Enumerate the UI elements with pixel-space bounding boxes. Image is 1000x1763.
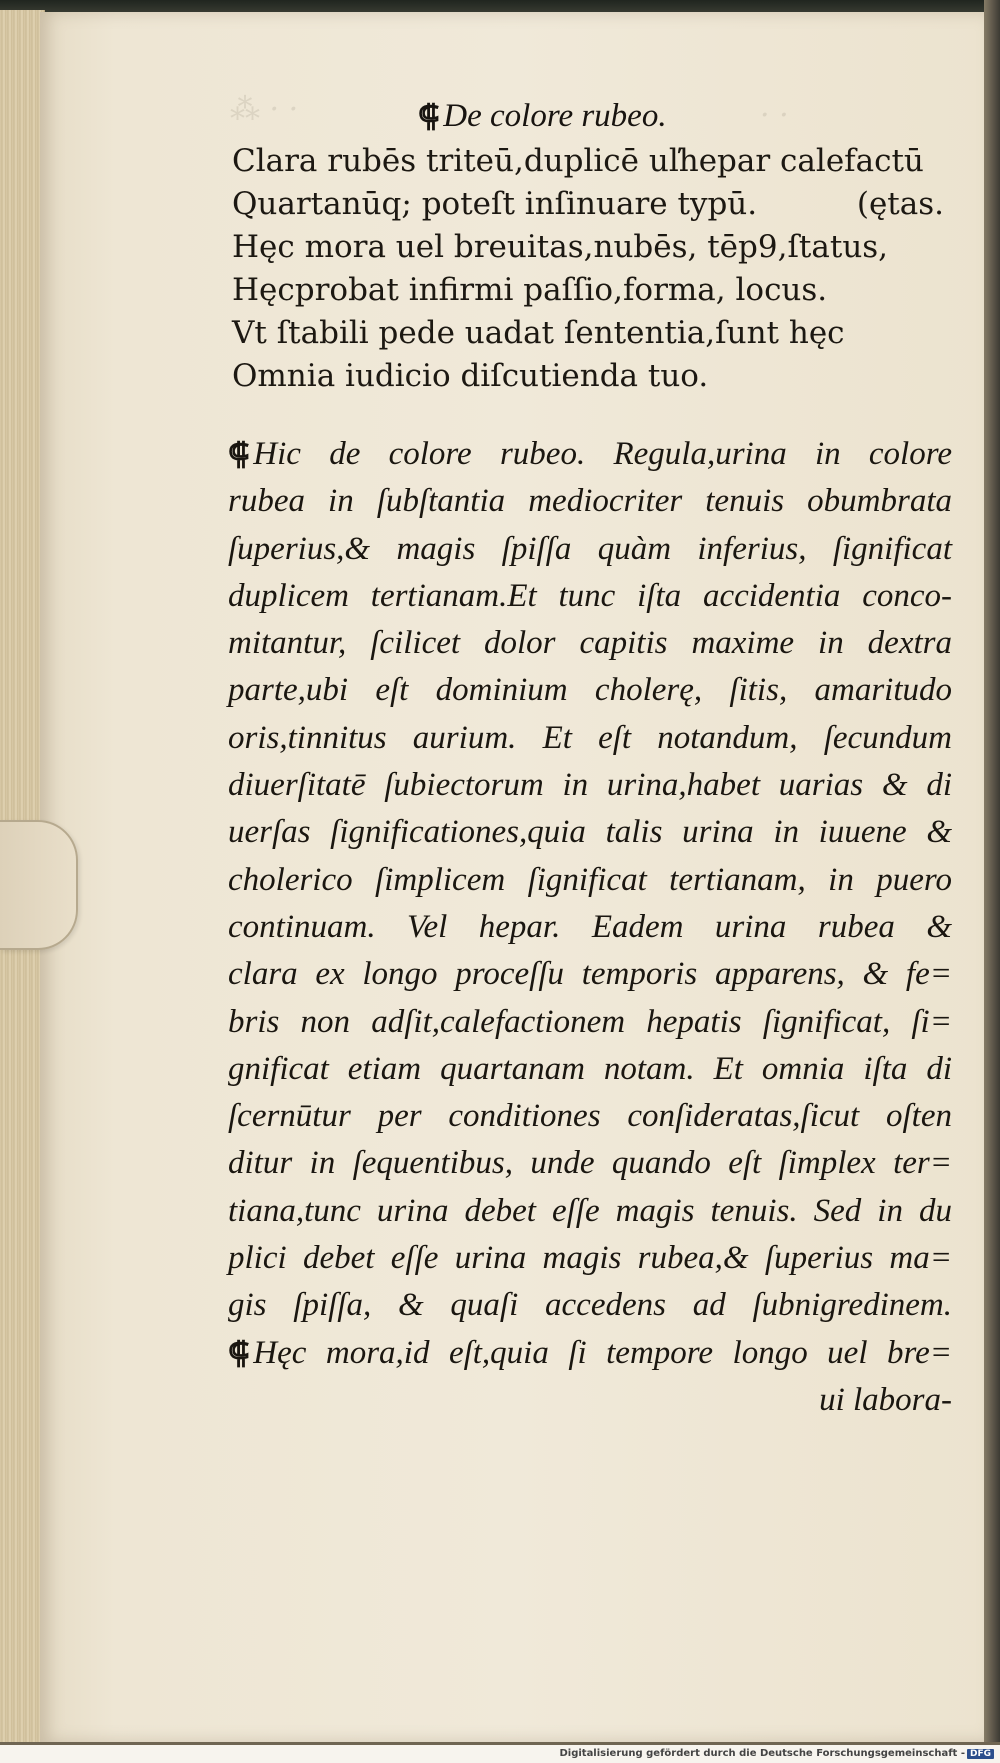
paragraph-mark-icon: ⸿ <box>418 99 440 134</box>
verse-line: Omnia iudicio diſcutienda tuo. <box>232 358 709 394</box>
verse-line: Vt ſtabili pede uadat ſententia,ſunt hęc <box>232 315 845 351</box>
funding-credit <box>559 1748 994 1759</box>
commentary-line: ſuperius,& magis ſpiſſa quàm inferius, ſignificat <box>228 530 952 567</box>
commentary-block <box>228 431 952 1424</box>
paragraph-mark-icon: ⸿ <box>228 437 250 472</box>
verse-overflow-word: (ętas. <box>856 186 944 222</box>
show-through-text: ⁂ · · <box>230 92 299 127</box>
verse-line: Hęcprobat infirmi paſſio,forma, locus. <box>232 272 828 308</box>
commentary-line: plici debet eſſe urina magis rubea,& ſuperius ma= <box>228 1240 952 1277</box>
page-clip-tab <box>0 820 78 950</box>
commentary-line: cholerico ſimplicem ſignificat tertianam, in puero <box>228 861 952 898</box>
commentary-line: bris non adſit,calefactionem hepatis ſignificat, ſi= <box>228 1003 952 1040</box>
commentary-line: gnificat etiam quartanam notam. Et omnia iſta di <box>228 1050 952 1087</box>
verse-line: Hęc mora uel breuitas,nubēs, tēp9,ſtatus, <box>232 229 889 265</box>
commentary-line: ui labora- <box>819 1381 952 1418</box>
commentary-line: continuam. Vel hepar. Eadem urina rubea & <box>228 908 952 945</box>
heading-text: De colore rubeo. <box>443 98 667 134</box>
commentary-line: uerſas ſignificationes,quia talis urina in iuuene & <box>228 814 952 851</box>
commentary-line: clara ex longo proceſſu temporis apparens, & fe= <box>228 956 952 993</box>
commentary-line: rubea in ſubſtantia mediocriter tenuis obumbrata <box>228 483 952 520</box>
dfg-logo: DFG <box>967 1749 994 1759</box>
funding-credit-text: Digitalisierung gefördert durch die Deutsche Forschungsgemeinschaft - <box>559 1748 965 1759</box>
show-through-text-2: · · <box>760 98 789 133</box>
commentary-line: ditur in ſequentibus, unde quando eſt ſimplex ter= <box>228 1145 952 1182</box>
commentary-line: ⸿ Hic de colore rubeo. Regula,urina in colore <box>228 436 952 472</box>
commentary-line: ſcernūtur per conditiones conſideratas,ſicut oſten <box>228 1098 952 1135</box>
commentary-line: tiana,tunc urina debet eſſe magis tenuis. Sed in du <box>228 1192 952 1229</box>
book-edge-right <box>984 0 1000 1750</box>
commentary-line: ⸿ Hęc mora,id eſt,quia ſi tempore longo uel bre= <box>228 1334 952 1371</box>
verse-line: Quartanūq; poteſt inſinuare typū. (ętas. <box>232 183 962 226</box>
commentary-line: gis ſpiſſa, & quaſi accedens ad ſubnigredinem. <box>228 1287 952 1324</box>
section-heading <box>418 94 667 135</box>
verse-line: Clara rubēs triteū,duplicē uľhepar calefactū <box>232 143 924 179</box>
commentary-line: diuerſitatē ſubiectorum in urina,habet uarias & di <box>228 767 952 804</box>
paragraph-mark-icon: ⸿ <box>228 1335 250 1371</box>
commentary-line: duplicem tertianam.Et tunc iſta accidentia conco- <box>228 577 952 614</box>
commentary-line: parte,ubi eſt dominium cholerę, ſitis, amaritudo <box>228 672 952 709</box>
commentary-line: mitantur, ſcilicet dolor capitis maxime in dextra <box>228 625 952 662</box>
verse-block <box>232 140 962 398</box>
commentary-line: oris,tinnitus aurium. Et eſt notandum, ſecundum <box>228 719 952 756</box>
digitization-footer <box>0 1742 1000 1763</box>
